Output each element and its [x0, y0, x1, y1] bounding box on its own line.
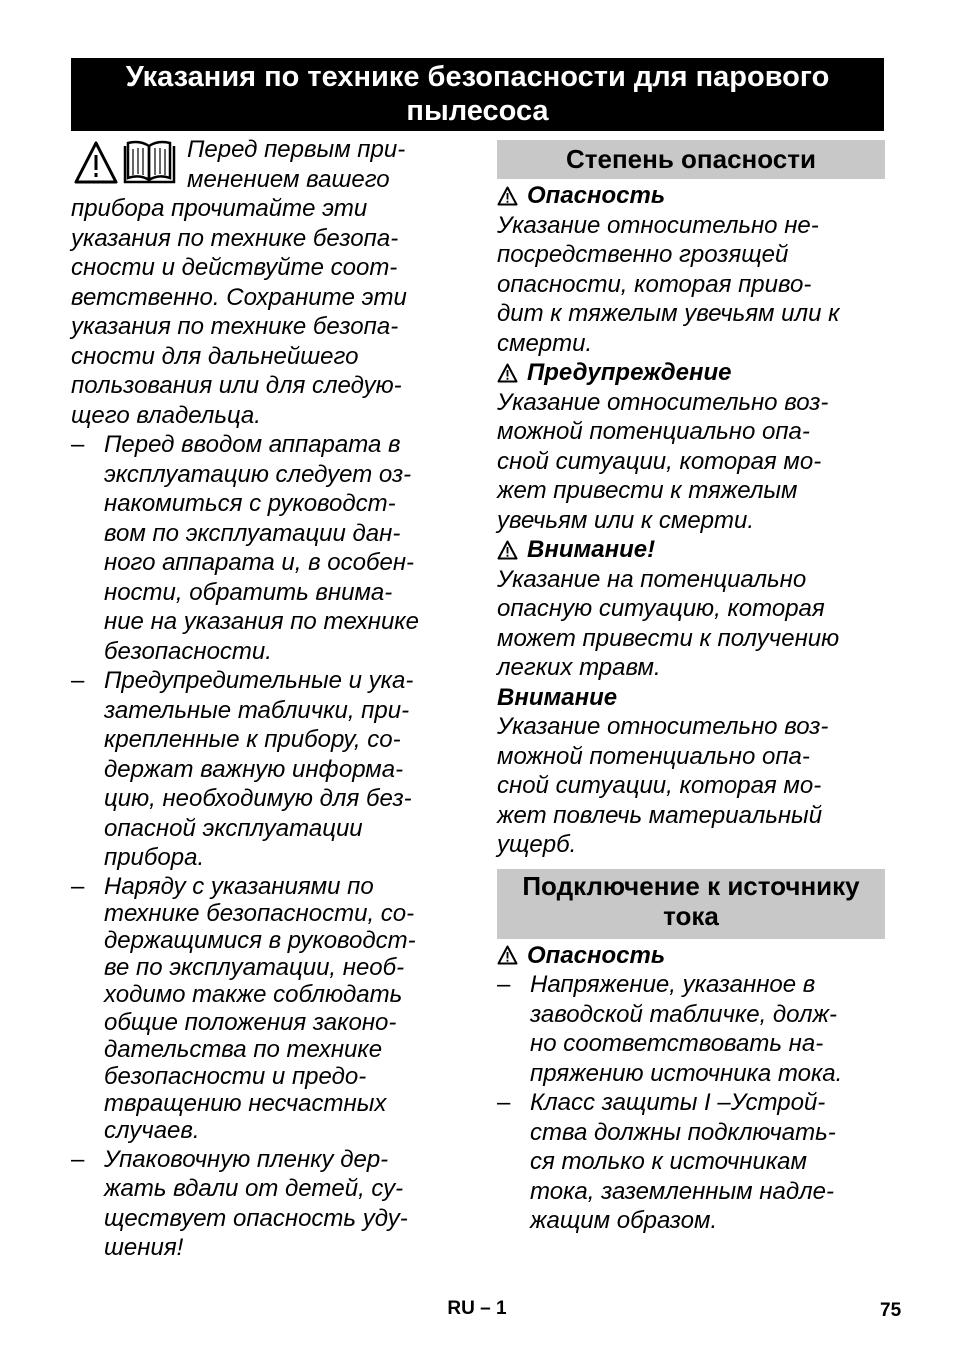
list-dash: – — [71, 667, 85, 694]
section-heading-line: Подключение к источнику — [522, 870, 860, 901]
list-item-line: жащим образом. — [530, 1207, 718, 1234]
page-title-line1: Указания по технике безопасности для парового — [125, 61, 830, 93]
list-dash: – — [71, 1145, 85, 1173]
list-item-line: тока, заземленным надле- — [530, 1177, 834, 1205]
intro-line: сности для дальнейшего — [71, 342, 359, 370]
list-item-line: Перед вводом аппарата в — [104, 431, 401, 458]
text-line: Указание относительно воз- — [497, 713, 829, 740]
list-item-line: держащимися в руководст- — [104, 926, 416, 954]
danger-heading — [497, 181, 885, 211]
intro-line: указания по технике безопа- — [71, 224, 399, 252]
section-heading-power-connection — [497, 869, 885, 939]
list-item — [71, 430, 461, 666]
list-item-line: зательные таблички, при- — [104, 696, 410, 724]
caution-heading — [497, 535, 885, 565]
intro-line: щего владельца. — [71, 401, 261, 429]
list-item-line: случаев. — [104, 1117, 200, 1145]
list-item-line: общие положения законо- — [104, 1008, 397, 1036]
section-heading-hazard-levels: Степень опасности — [497, 140, 885, 179]
page-number: 75 — [880, 1300, 902, 1321]
list-item — [497, 970, 885, 1088]
list-item-line: ходимо также соблюдать — [104, 981, 403, 1009]
text-line: сной ситуации, которая мо- — [497, 447, 822, 475]
list-item-line: вом по эксплуатации дан- — [104, 519, 401, 547]
intro-line: ветственно. Сохраните эти — [71, 283, 407, 311]
text-line: увечьям или к смерти. — [497, 506, 755, 534]
list-item — [71, 666, 461, 873]
list-dash: – — [71, 872, 85, 900]
page-title-line2: пылесоса — [406, 95, 549, 127]
text-line: ущерб. — [497, 831, 577, 858]
list-item-line: ние на указания по технике — [104, 608, 419, 635]
list-item-line: ся только к источникам — [530, 1148, 807, 1175]
text-line: смерти. — [497, 329, 593, 357]
list-item-line: крепленные к прибору, со- — [104, 726, 401, 753]
list-item-line: держат важную информа- — [104, 755, 404, 783]
warning-triangle-icon — [497, 540, 518, 560]
intro-line: Перед первым при- — [187, 136, 406, 163]
text-line: легких травм. — [497, 654, 661, 681]
intro-line: прибора прочитайте эти — [71, 195, 368, 222]
text-line: Указание относительно воз- — [497, 388, 829, 416]
list-item-line: безопасности. — [104, 637, 272, 665]
text-line: сной ситуации, которая мо- — [497, 772, 822, 799]
warning-triangle-icon — [497, 945, 518, 965]
list-dash: – — [497, 1089, 511, 1116]
list-item-line: эксплуатацию следует оз- — [104, 460, 412, 488]
intro-paragraph — [71, 135, 461, 430]
list-item-line: ности, обратить внима- — [104, 578, 393, 606]
list-item-line: дательства по технике — [104, 1035, 383, 1063]
danger-heading — [497, 941, 885, 971]
text-line: жет привести к тяжелым — [497, 477, 798, 504]
list-item-line: ного аппарата и, в особен- — [104, 549, 415, 576]
list-dash: – — [71, 431, 85, 458]
list-item-line: ства должны подключать- — [530, 1118, 836, 1146]
list-item — [71, 1145, 461, 1263]
list-item-line: но соответствовать на- — [530, 1030, 824, 1057]
notice-label: Внимание — [497, 683, 618, 711]
list-item-line: накомиться с руководст- — [104, 490, 396, 517]
intro-line: сности и действуйте соот- — [71, 254, 398, 281]
intro-line: менением вашего — [187, 165, 390, 193]
list-item-line: Предупредительные и ука- — [104, 667, 414, 694]
intro-line: пользования или для следую- — [71, 372, 402, 399]
list-item-line: Наряду с указаниями по — [104, 872, 374, 900]
text-line: опасности, которая приво- — [497, 270, 812, 298]
caution-label: Внимание! — [527, 536, 656, 563]
text-line: может привести к получению — [497, 624, 840, 652]
left-column — [71, 135, 461, 1263]
text-line: можной потенциально опа- — [497, 742, 810, 770]
right-column — [497, 140, 885, 1236]
list-item-line: заводской табличке, долж- — [530, 1000, 838, 1028]
list-item-line: Напряжение, указанное в — [530, 971, 816, 998]
intro-line: указания по технике безопа- — [71, 313, 399, 340]
footer-language-page: RU – 1 — [447, 1298, 507, 1319]
danger-label: Опасность — [527, 182, 666, 209]
list-item — [71, 873, 461, 1145]
text-line: посредственно грозящей — [497, 241, 789, 268]
text-line: опасную ситуацию, которая — [497, 595, 825, 622]
list-item-line: прибора. — [104, 844, 205, 871]
danger-label: Опасность — [527, 941, 666, 969]
warning-heading — [497, 358, 885, 388]
text-line: можной потенциально опа- — [497, 418, 810, 445]
list-item-line: пряжению источника тока. — [530, 1059, 843, 1087]
list-item-line: безопасности и предо- — [104, 1062, 367, 1090]
list-item-line: цию, необходимую для без- — [104, 785, 412, 812]
text-line: Указание на потенциально — [497, 565, 807, 593]
list-item-line: шения! — [104, 1234, 184, 1262]
list-item — [497, 1088, 885, 1236]
list-item-line: Упаковочную пленку дер- — [104, 1145, 389, 1173]
list-item-line: ществует опасность уду- — [104, 1204, 408, 1232]
list-dash: – — [497, 971, 511, 998]
list-item-line: технике безопасности, со- — [104, 899, 415, 927]
text-line: дит к тяжелым увечьям или к — [497, 300, 840, 327]
list-item-line: жать вдали от детей, су- — [104, 1175, 404, 1203]
warning-triangle-icon — [497, 363, 518, 383]
list-item-line: Класс защиты I –Устрой- — [530, 1089, 826, 1116]
section-heading-line: тока — [663, 900, 719, 931]
list-item-line: опасной эксплуатации — [104, 814, 363, 842]
list-item-line: твращению несчастных — [104, 1090, 387, 1118]
warning-triangle-icon — [497, 186, 518, 206]
text-line: жет повлечь материальный — [497, 801, 823, 829]
text-line: Указание относительно не- — [497, 211, 819, 239]
list-item-line: ве по эксплуатации, необ- — [104, 954, 405, 982]
warning-label: Предупреждение — [527, 359, 732, 386]
notice-heading — [497, 683, 885, 713]
page-title-banner — [71, 58, 884, 131]
